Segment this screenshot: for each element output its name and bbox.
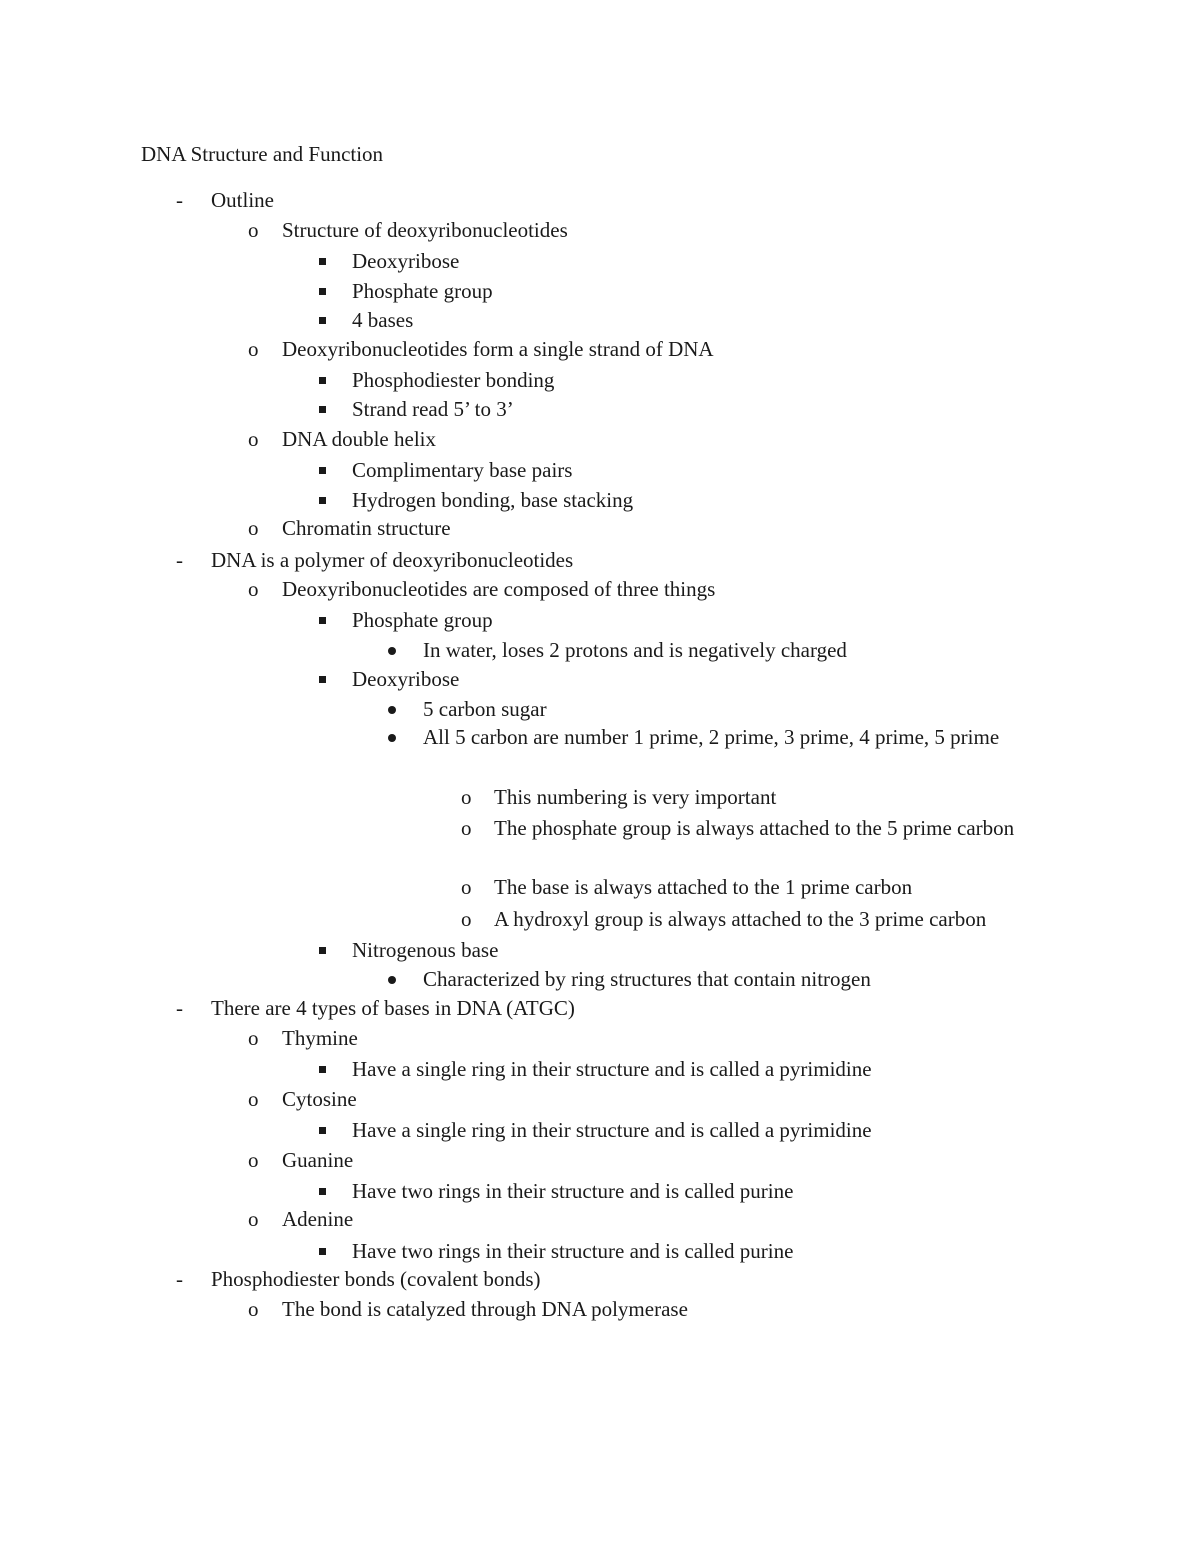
- list-item: Complimentary base pairs: [352, 458, 573, 482]
- list-item: Deoxyribose: [352, 667, 460, 691]
- list-item: Have a single ring in their structure and is called a pyrimidine: [352, 1057, 872, 1081]
- circle-bullet-icon: o: [248, 577, 259, 601]
- square-bullet-icon: [319, 1237, 326, 1255]
- list-item: Cytosine: [282, 1087, 357, 1111]
- circle-bullet-icon: o: [248, 1148, 259, 1172]
- circle-bullet-icon: o: [248, 427, 259, 451]
- list-item: Have a single ring in their structure and is called a pyrimidine: [352, 1118, 872, 1142]
- circle-bullet-icon: o: [248, 1026, 259, 1050]
- list-item: Outline: [211, 188, 274, 212]
- list-item: Deoxyribonucleotides are composed of three things: [282, 577, 716, 601]
- list-item: Deoxyribonucleotides form a single strand of DNA: [282, 337, 714, 361]
- circle-bullet-icon: o: [461, 907, 472, 931]
- list-item: Nitrogenous base: [352, 938, 499, 962]
- list-item: A hydroxyl group is always attached to the 3 prime carbon: [494, 907, 987, 931]
- square-bullet-icon: [319, 1055, 326, 1073]
- square-bullet-icon: [319, 247, 326, 265]
- list-item: The bond is catalyzed through DNA polymerase: [282, 1297, 688, 1321]
- list-item: There are 4 types of bases in DNA (ATGC): [211, 996, 575, 1020]
- list-item: All 5 carbon are number 1 prime, 2 prime, 3 prime, 4 prime, 5 prime: [423, 725, 1000, 749]
- list-item: Strand read 5’ to 3’: [352, 397, 514, 421]
- list-item: DNA double helix: [282, 427, 436, 451]
- list-item: The phosphate group is always attached to the 5 prime carbon: [494, 816, 1015, 840]
- list-item: Characterized by ring structures that contain nitrogen: [423, 967, 871, 991]
- list-item: 5 carbon sugar: [423, 697, 547, 721]
- circle-bullet-icon: o: [248, 1087, 259, 1111]
- list-item: 4 bases: [352, 308, 414, 332]
- circle-bullet-icon: o: [461, 875, 472, 899]
- dot-bullet-icon: [388, 965, 396, 984]
- list-item: Thymine: [282, 1026, 358, 1050]
- list-item: Phosphate group: [352, 608, 493, 632]
- circle-bullet-icon: o: [248, 516, 259, 540]
- dot-bullet-icon: [388, 636, 396, 655]
- dash-bullet-icon: -: [176, 1267, 183, 1291]
- circle-bullet-icon: o: [248, 1297, 259, 1321]
- list-item: Chromatin structure: [282, 516, 451, 540]
- square-bullet-icon: [319, 486, 326, 504]
- list-item: Phosphate group: [352, 279, 493, 303]
- square-bullet-icon: [319, 665, 326, 683]
- square-bullet-icon: [319, 395, 326, 413]
- list-item: Deoxyribose: [352, 249, 460, 273]
- square-bullet-icon: [319, 1116, 326, 1134]
- square-bullet-icon: [319, 456, 326, 474]
- list-item: In water, loses 2 protons and is negatively charged: [423, 638, 847, 662]
- square-bullet-icon: [319, 366, 326, 384]
- dot-bullet-icon: [388, 695, 396, 714]
- square-bullet-icon: [319, 277, 326, 295]
- list-item: Adenine: [282, 1207, 354, 1231]
- list-item: Hydrogen bonding, base stacking: [352, 488, 634, 512]
- document-title: DNA Structure and Function: [141, 142, 384, 166]
- list-item: Have two rings in their structure and is called purine: [352, 1239, 794, 1263]
- dot-bullet-icon: [388, 723, 396, 742]
- circle-bullet-icon: o: [248, 1207, 259, 1231]
- square-bullet-icon: [319, 1177, 326, 1195]
- square-bullet-icon: [319, 606, 326, 624]
- list-item: Phosphodiester bonding: [352, 368, 555, 392]
- dash-bullet-icon: -: [176, 996, 183, 1020]
- list-item: Structure of deoxyribonucleotides: [282, 218, 568, 242]
- square-bullet-icon: [319, 306, 326, 324]
- list-item: This numbering is very important: [494, 785, 777, 809]
- dash-bullet-icon: -: [176, 188, 183, 212]
- circle-bullet-icon: o: [461, 816, 472, 840]
- list-item: Phosphodiester bonds (covalent bonds): [211, 1267, 541, 1291]
- list-item: Have two rings in their structure and is called purine: [352, 1179, 794, 1203]
- list-item: DNA is a polymer of deoxyribonucleotides: [211, 548, 574, 572]
- list-item: The base is always attached to the 1 prime carbon: [494, 875, 913, 899]
- dash-bullet-icon: -: [176, 548, 183, 572]
- circle-bullet-icon: o: [248, 337, 259, 361]
- circle-bullet-icon: o: [461, 785, 472, 809]
- list-item: Guanine: [282, 1148, 354, 1172]
- square-bullet-icon: [319, 936, 326, 954]
- circle-bullet-icon: o: [248, 218, 259, 242]
